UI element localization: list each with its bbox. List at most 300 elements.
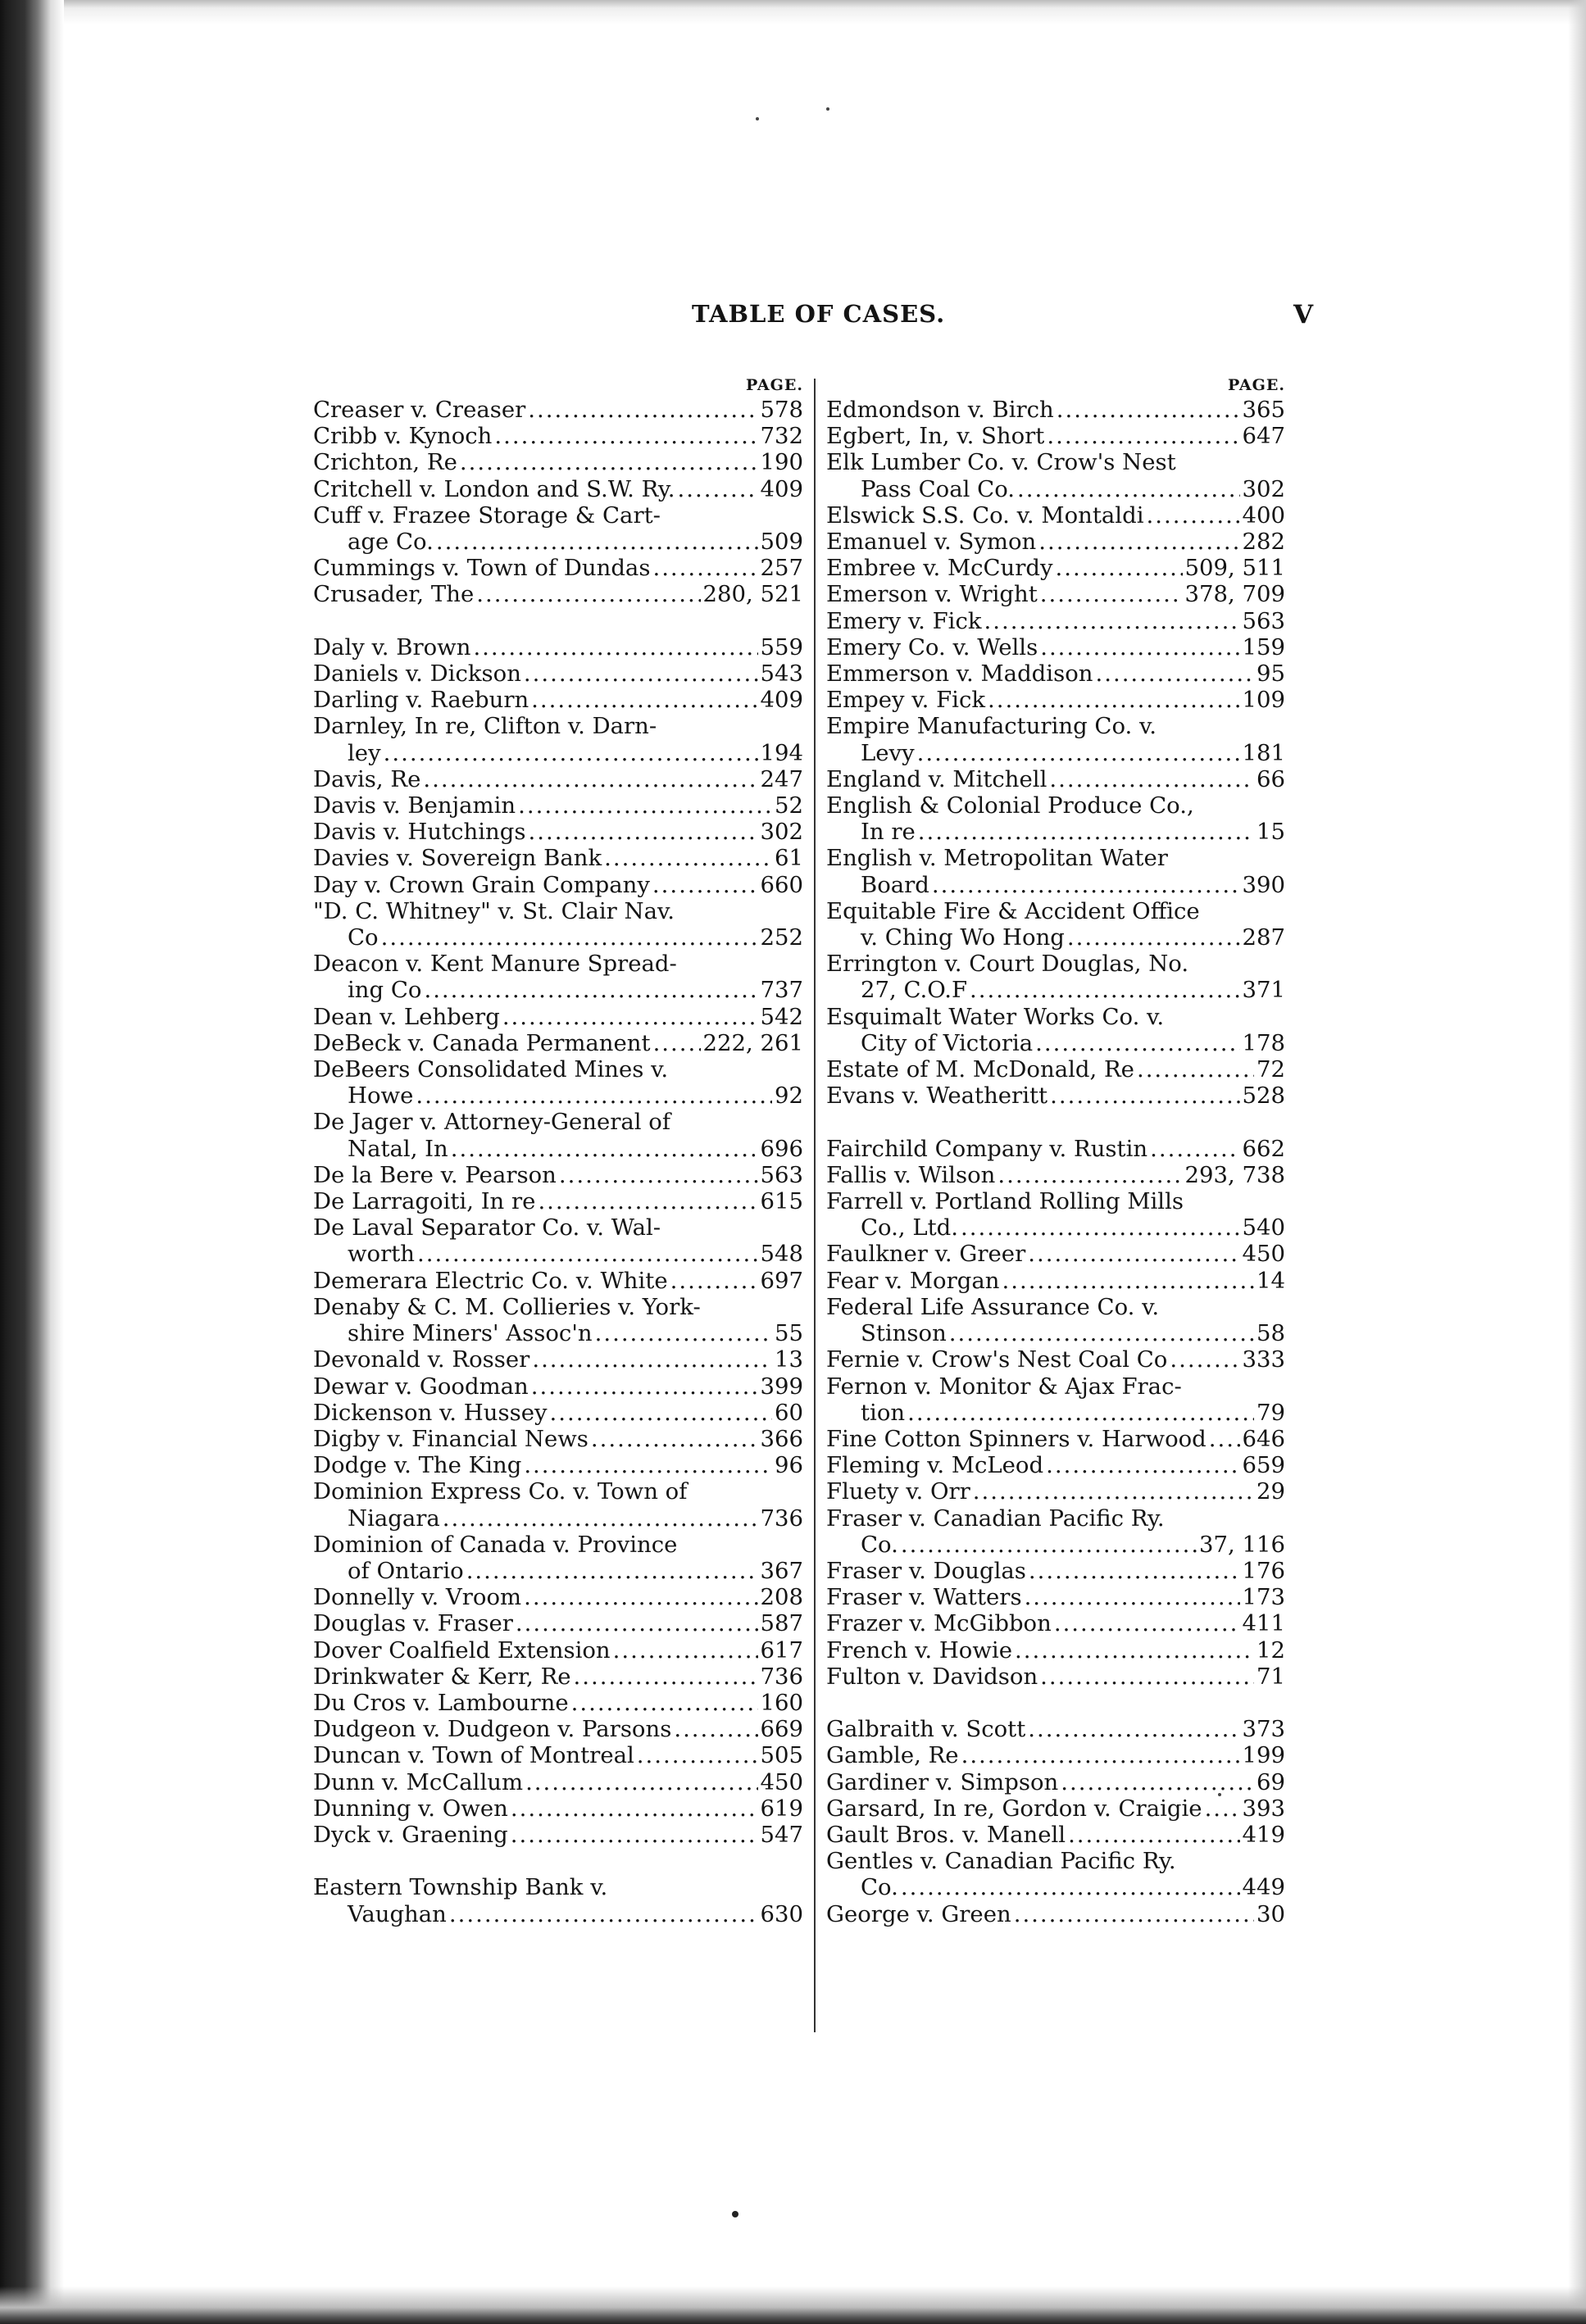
dot-leader <box>423 766 757 792</box>
case-entry <box>826 1558 1285 1584</box>
case-entry <box>826 1452 1285 1478</box>
dot-leader <box>1049 766 1254 792</box>
case-entry <box>313 819 803 845</box>
case-name: De la Bere v. Pearson <box>313 1161 557 1188</box>
page-number: 548 <box>760 1241 803 1268</box>
dot-leader <box>1029 1558 1240 1584</box>
page-number: 69 <box>1257 1768 1285 1795</box>
case-entry-continuation <box>313 529 803 555</box>
case-name: Dudgeon v. Dudgeon v. Parsons <box>313 1716 672 1743</box>
page-number: 619 <box>760 1795 803 1822</box>
page-number: 617 <box>760 1636 803 1664</box>
page-number: 181 <box>1242 739 1285 766</box>
case-name: Frazer v. McGibbon <box>826 1610 1052 1637</box>
case-name: Denaby & C. M. Collieries v. York- <box>313 1293 701 1320</box>
dot-leader <box>436 529 758 555</box>
case-entry <box>313 1742 803 1768</box>
case-name: Estate of M. McDonald, Re <box>826 1056 1134 1083</box>
page-number: 449 <box>1242 1874 1285 1901</box>
case-entry <box>826 449 1285 475</box>
case-entry <box>313 449 803 475</box>
case-entry <box>313 1162 803 1188</box>
case-entry <box>313 660 803 687</box>
case-name: Fernie v. Crow's Nest Coal Co <box>826 1346 1168 1373</box>
dot-leader <box>528 397 757 423</box>
case-name: Galbraith v. Scott <box>826 1716 1026 1743</box>
dot-leader <box>532 1346 772 1373</box>
page-number: 697 <box>760 1267 803 1294</box>
dot-leader <box>494 423 757 449</box>
dot-leader <box>670 1268 758 1294</box>
case-entry <box>313 634 803 660</box>
dot-leader <box>416 1083 772 1109</box>
case-entry <box>313 502 803 529</box>
dot-leader <box>1025 1584 1240 1610</box>
page-number: 15 <box>1257 819 1285 846</box>
dot-leader <box>550 1400 772 1426</box>
page-number: 79 <box>1257 1399 1285 1426</box>
case-name: Dominion of Canada v. Province <box>313 1531 678 1558</box>
scan-edge-left <box>0 0 64 2324</box>
scan-speck <box>826 107 829 111</box>
case-name: Equitable Fire & Accident Office <box>826 897 1200 924</box>
page-number: 540 <box>1242 1214 1285 1241</box>
dot-leader <box>1015 1637 1254 1664</box>
dot-leader <box>1047 423 1239 449</box>
case-name: England v. Mitchell <box>826 765 1047 792</box>
case-entry <box>826 1188 1285 1214</box>
case-name: Darnley, In re, Clifton v. Darn- <box>313 713 657 740</box>
dot-leader <box>917 740 1240 766</box>
case-name: Niagara <box>348 1505 440 1532</box>
case-entry <box>826 1162 1285 1188</box>
page-number: 378, 709 <box>1184 581 1285 608</box>
case-entry-continuation <box>313 740 803 766</box>
case-name: Fine Cotton Spinners v. Harwood <box>826 1425 1207 1452</box>
case-entry <box>826 502 1285 529</box>
page-number: 14 <box>1257 1267 1285 1294</box>
case-name: tion <box>861 1399 906 1426</box>
case-entry <box>826 1136 1285 1162</box>
case-name: 27, C.O.F <box>861 977 968 1004</box>
case-entry <box>826 1742 1285 1768</box>
dot-leader <box>518 792 772 819</box>
case-entry <box>826 1426 1285 1452</box>
case-name: Crichton, Re <box>313 449 457 476</box>
case-entry <box>313 898 803 924</box>
scan-edge-right <box>1568 0 1586 2324</box>
dot-leader <box>1057 397 1240 423</box>
case-entry <box>826 713 1285 739</box>
case-name: Davis v. Benjamin <box>313 792 516 819</box>
page-number: 173 <box>1242 1584 1285 1611</box>
dot-leader <box>901 1874 1240 1900</box>
page-number: 333 <box>1242 1346 1285 1373</box>
page-number: 13 <box>775 1346 803 1373</box>
case-entry <box>826 1769 1285 1795</box>
case-entry <box>313 1214 803 1241</box>
case-entry <box>826 1795 1285 1822</box>
case-name: Davis, Re <box>313 765 421 792</box>
dot-leader <box>918 819 1254 845</box>
case-entry <box>313 687 803 713</box>
scan-speck <box>756 117 759 120</box>
dot-leader <box>1050 1083 1239 1109</box>
case-name: Daly v. Brown <box>313 633 471 660</box>
page-number: 208 <box>760 1584 803 1611</box>
dot-leader <box>424 977 757 1003</box>
page-number: 159 <box>1242 633 1285 660</box>
dot-leader <box>1056 555 1183 581</box>
page-number: 662 <box>1242 1135 1285 1162</box>
case-name: Dominion Express Co. v. Town of <box>313 1478 688 1505</box>
case-entry <box>826 1268 1285 1294</box>
case-name: Cummings v. Town of Dundas <box>313 555 651 582</box>
dot-leader <box>653 1030 701 1056</box>
dot-leader <box>516 1610 758 1636</box>
case-entry <box>826 1848 1285 1874</box>
case-entry <box>313 1637 803 1664</box>
case-name: Devonald v. Rosser <box>313 1346 530 1373</box>
page-number: 178 <box>1242 1029 1285 1056</box>
case-name: Day v. Crown Grain Company <box>313 871 650 898</box>
dot-leader <box>1040 1664 1254 1690</box>
case-entry <box>313 1346 803 1373</box>
dot-leader <box>1150 1136 1239 1162</box>
dot-leader <box>1002 1268 1254 1294</box>
page-number: 280, 521 <box>702 581 803 608</box>
case-name: Gamble, Re <box>826 1742 959 1769</box>
dot-leader <box>1040 634 1239 660</box>
case-name: Dyck v. Graening <box>313 1821 508 1848</box>
case-name: Evans v. Weatheritt <box>826 1083 1048 1110</box>
case-entry <box>826 1346 1285 1373</box>
case-name: Emerson v. Wright <box>826 581 1038 608</box>
case-name: Fraser v. Watters <box>826 1584 1022 1611</box>
case-name: Daniels v. Dickson <box>313 660 521 688</box>
page-number: 505 <box>760 1742 803 1769</box>
case-name: Dickenson v. Hussey <box>313 1399 548 1426</box>
page-number: 509 <box>760 529 803 556</box>
case-name: Egbert, In, v. Short <box>826 423 1045 450</box>
case-entry <box>313 1188 803 1214</box>
case-name: Dover Coalfield Extension <box>313 1636 611 1664</box>
case-name: Pass Coal Co. <box>861 475 1016 502</box>
dot-leader <box>571 1690 758 1716</box>
case-name: Dunn v. McCallum <box>313 1768 524 1795</box>
page-number: 646 <box>1242 1425 1285 1452</box>
case-entry <box>826 634 1285 660</box>
dot-leader <box>652 555 757 581</box>
page-number: 373 <box>1242 1716 1285 1743</box>
dot-leader <box>460 449 758 475</box>
dot-leader <box>613 1637 758 1664</box>
page-number: 302 <box>760 819 803 846</box>
page-number: 411 <box>1242 1610 1285 1637</box>
page-number: 660 <box>760 871 803 898</box>
case-entry <box>313 766 803 792</box>
dot-leader <box>901 1532 1197 1558</box>
case-name: Elswick S.S. Co. v. Montaldi <box>826 502 1144 529</box>
case-name: Garsard, In re, Gordon v. Craigie <box>826 1795 1202 1822</box>
left-column <box>313 374 803 1927</box>
case-entry <box>313 1664 803 1690</box>
page-number: 365 <box>1242 397 1285 423</box>
page-number: 52 <box>775 792 803 819</box>
dot-leader <box>574 1664 758 1690</box>
dot-leader <box>961 1214 1240 1241</box>
case-entry-continuation <box>826 872 1285 898</box>
case-entry <box>826 1056 1285 1083</box>
case-entry <box>313 1426 803 1452</box>
case-entry <box>313 1822 803 1848</box>
page-number: 509, 511 <box>1184 555 1285 582</box>
case-name: Demerara Electric Co. v. White <box>313 1267 668 1294</box>
case-name: DeBeers Consolidated Mines v. <box>313 1056 669 1083</box>
running-head: TABLE OF CASES. <box>692 300 946 328</box>
case-entry <box>826 1083 1285 1109</box>
page-number: 176 <box>1242 1557 1285 1584</box>
dot-leader <box>973 1478 1254 1505</box>
page-number: 109 <box>1242 687 1285 714</box>
page-number: 190 <box>760 449 803 476</box>
case-entry <box>313 951 803 977</box>
case-name: Fluety v. Orr <box>826 1478 970 1505</box>
case-entry <box>313 792 803 819</box>
page-number: 252 <box>760 924 803 951</box>
case-name: De Jager v. Attorney-General of <box>313 1109 671 1136</box>
case-name: Cribb v. Kynoch <box>313 423 493 450</box>
dot-leader <box>1040 581 1183 607</box>
case-entry <box>826 1901 1285 1927</box>
case-name: George v. Green <box>826 1900 1011 1927</box>
case-name: "D. C. Whitney" v. St. Clair Nav. <box>313 897 675 924</box>
dot-leader <box>949 1320 1254 1346</box>
case-name: Emery v. Fick <box>826 607 982 634</box>
dot-leader <box>1038 529 1239 555</box>
case-name: Duncan v. Town of Montreal <box>313 1742 634 1769</box>
case-name: Elk Lumber Co. v. Crow's Nest <box>826 449 1176 476</box>
dot-leader <box>591 1426 758 1452</box>
dot-leader <box>511 1822 758 1848</box>
case-entry-continuation <box>826 1320 1285 1346</box>
dot-leader <box>511 1795 758 1822</box>
case-entry <box>826 1664 1285 1690</box>
case-entry-continuation <box>313 1136 803 1162</box>
page-number: 737 <box>760 977 803 1004</box>
scan-edge-top <box>0 0 1586 25</box>
case-name: Darling v. Raeburn <box>313 687 529 714</box>
page-number: 222, 261 <box>702 1029 803 1056</box>
dot-leader <box>449 1901 758 1927</box>
page-number: 371 <box>1242 977 1285 1004</box>
page-number: 419 <box>1242 1821 1285 1848</box>
page-number: 547 <box>760 1821 803 1848</box>
page-number: 95 <box>1257 660 1285 688</box>
page-number: 71 <box>1257 1663 1285 1690</box>
case-entry <box>826 423 1285 449</box>
case-name: Dewar v. Goodman <box>313 1373 529 1400</box>
case-name: Fraser v. Canadian Pacific Ry. <box>826 1505 1165 1532</box>
dot-leader <box>466 1558 758 1584</box>
dot-leader <box>674 1716 757 1742</box>
dot-leader <box>524 1452 772 1478</box>
case-entry-continuation <box>826 476 1285 502</box>
case-name: Davis v. Hutchings <box>313 819 526 846</box>
case-entry <box>826 1505 1285 1532</box>
page-number: 563 <box>1242 607 1285 634</box>
dot-leader <box>528 819 757 845</box>
case-entry <box>313 581 803 607</box>
scan-edge-bottom <box>0 2286 1586 2324</box>
page-number: 587 <box>760 1610 803 1637</box>
page-number: 72 <box>1257 1056 1285 1083</box>
section-gap <box>826 1690 1285 1716</box>
case-name: v. Ching Wo Hong <box>861 924 1065 951</box>
case-entry <box>826 792 1285 819</box>
case-entry-continuation <box>313 1083 803 1109</box>
dot-leader <box>1068 1822 1239 1848</box>
case-name: Fallis v. Wilson <box>826 1161 996 1188</box>
case-entry <box>826 1610 1285 1636</box>
dot-leader <box>524 660 758 687</box>
page-number: 528 <box>1242 1083 1285 1110</box>
case-name: In re <box>861 819 916 846</box>
case-entry-continuation <box>313 1901 803 1927</box>
case-name: English & Colonial Produce Co., <box>826 792 1194 819</box>
case-entry <box>826 766 1285 792</box>
case-entry <box>313 1795 803 1822</box>
case-entry <box>313 1268 803 1294</box>
case-name: Fernon v. Monitor & Ajax Frac- <box>826 1373 1182 1400</box>
dot-leader <box>525 1769 757 1795</box>
case-entry <box>826 951 1285 977</box>
page-number: 92 <box>775 1083 803 1110</box>
case-name: Edmondson v. Birch <box>826 397 1054 423</box>
page-number: 450 <box>1242 1241 1285 1268</box>
case-name: Vaughan <box>348 1900 447 1927</box>
case-name: City of Victoria <box>861 1029 1034 1056</box>
page-number: 409 <box>760 687 803 714</box>
page-number: 563 <box>760 1161 803 1188</box>
case-entry-continuation <box>313 1241 803 1267</box>
case-entry-continuation <box>826 1874 1285 1900</box>
case-entry <box>826 529 1285 555</box>
case-entry <box>826 1822 1285 1848</box>
case-name: Dean v. Lehberg <box>313 1003 500 1030</box>
case-name: Douglas v. Fraser <box>313 1610 513 1637</box>
page-number: 367 <box>760 1557 803 1584</box>
dot-leader <box>1028 1241 1239 1267</box>
page-number: 194 <box>760 739 803 766</box>
case-entry <box>826 1637 1285 1664</box>
case-name: Critchell v. London and S.W. Ry. <box>313 475 675 502</box>
section-gap <box>826 1109 1285 1135</box>
dot-leader <box>531 687 757 713</box>
dot-leader <box>417 1241 757 1267</box>
case-entry <box>313 1452 803 1478</box>
case-name: ley <box>348 739 381 766</box>
dot-leader <box>559 1162 758 1188</box>
case-name: Fraser v. Douglas <box>826 1557 1026 1584</box>
dot-leader <box>473 634 757 660</box>
case-name: Farrell v. Portland Rolling Mills <box>826 1188 1184 1215</box>
page-number: 559 <box>760 633 803 660</box>
case-name: Faulkner v. Greer <box>826 1241 1026 1268</box>
case-entry <box>313 1400 803 1426</box>
page-number: 302 <box>1242 475 1285 502</box>
page-number: 450 <box>760 1768 803 1795</box>
case-name: Natal, In <box>348 1135 448 1162</box>
case-entry-continuation <box>826 977 1285 1003</box>
case-entry <box>826 1478 1285 1505</box>
case-entry <box>826 555 1285 581</box>
case-entry <box>313 713 803 739</box>
case-name: Emery Co. v. Wells <box>826 633 1038 660</box>
dot-leader <box>1205 1795 1240 1822</box>
section-gap <box>313 608 803 634</box>
case-name: Dodge v. The King <box>313 1452 522 1479</box>
right-column-heading: PAGE. <box>1228 376 1285 394</box>
case-entry-continuation <box>826 740 1285 766</box>
case-name: Gentles v. Canadian Pacific Ry. <box>826 1848 1176 1875</box>
dot-leader <box>907 1400 1254 1426</box>
case-name: Federal Life Assurance Co. v. <box>826 1293 1160 1320</box>
case-entry <box>313 1004 803 1030</box>
page-number: 55 <box>775 1320 803 1347</box>
case-entry <box>826 687 1285 713</box>
case-name: Board <box>861 871 929 898</box>
case-entry <box>313 1874 803 1900</box>
page-number: 199 <box>1242 1742 1285 1769</box>
case-name: Empire Manufacturing Co. v. <box>826 713 1157 740</box>
dot-leader <box>476 581 700 607</box>
case-entry <box>313 1030 803 1056</box>
dot-leader <box>595 1320 772 1346</box>
dot-leader <box>1095 660 1254 687</box>
page-number: 257 <box>760 555 803 582</box>
case-name: of Ontario <box>348 1557 464 1584</box>
case-entry-continuation <box>313 1505 803 1532</box>
page-number: 615 <box>760 1188 803 1215</box>
case-name: Esquimalt Water Works Co. v. <box>826 1003 1165 1030</box>
dot-leader <box>997 1162 1182 1188</box>
page-number: 409 <box>760 475 803 502</box>
page-number: 659 <box>1242 1452 1285 1479</box>
case-name: English v. Metropolitan Water <box>826 845 1168 872</box>
case-entry-continuation <box>826 1214 1285 1241</box>
page-number: 630 <box>760 1900 803 1927</box>
case-name: De Laval Separator Co. v. Wal- <box>313 1214 661 1241</box>
page-number: 736 <box>760 1663 803 1690</box>
case-entry-continuation <box>826 819 1285 845</box>
page-number: 543 <box>760 660 803 688</box>
page-number: 736 <box>760 1505 803 1532</box>
case-name: shire Miners' Assoc'n <box>348 1320 593 1347</box>
case-entry <box>826 1004 1285 1030</box>
case-name: age Co. <box>348 529 434 556</box>
case-name: Fear v. Morgan <box>826 1267 1000 1294</box>
dot-leader <box>652 872 758 898</box>
dot-leader <box>443 1505 758 1532</box>
left-column-heading: PAGE. <box>746 376 803 394</box>
case-entry <box>826 660 1285 687</box>
case-name: Levy <box>861 739 915 766</box>
case-entry <box>313 423 803 449</box>
page-mark-dot <box>732 2211 738 2217</box>
page-number: 58 <box>1257 1320 1285 1347</box>
dot-leader <box>538 1188 757 1214</box>
